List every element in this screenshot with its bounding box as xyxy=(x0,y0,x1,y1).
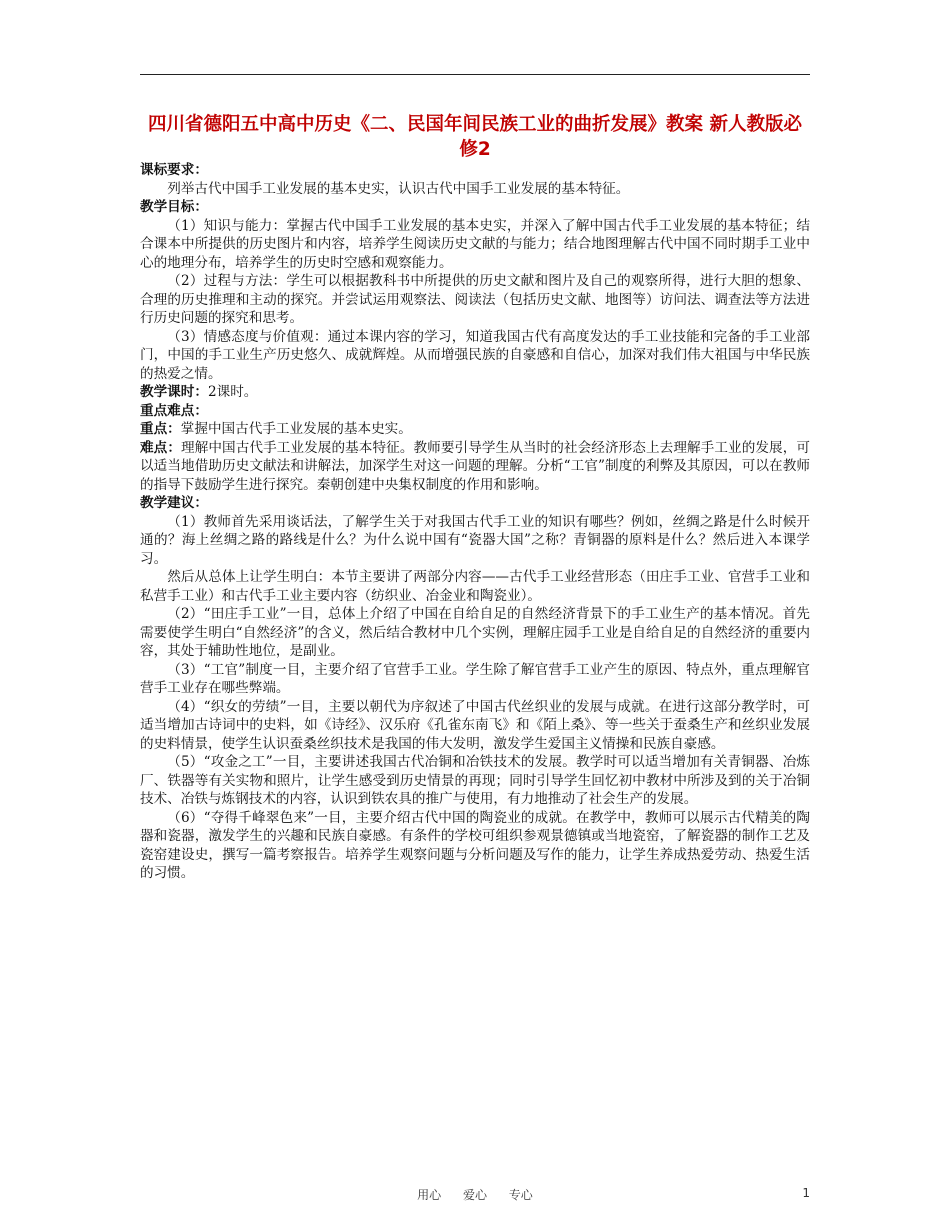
suggest-3: （3）“工官”制度一目，主要介绍了官营手工业。学生除了解官营手工业产生的原因、特点外，重点理解官营手工业存在哪些弊端。 xyxy=(140,661,810,696)
keypoints-heading xyxy=(140,402,810,421)
difficult-text: 理解中国古代手工业发展的基本特征。教师要引导学生从当时的社会经济形态上去理解手工业的发展，可以适当地借助历史文献法和讲解法，加深学生对这一问题的理解。分析“工官”制度的利弊及其原因，可以在教师的指导下鼓励学生进行探究。秦朝创建中央集权制度的作用和影响。 xyxy=(140,439,811,493)
suggest-label: 教学建议： xyxy=(140,495,208,511)
curriculum-label: 课标要求： xyxy=(140,162,208,178)
suggest-2: （2）“田庄手工业”一目，总体上介绍了中国在自给自足的自然经济背景下的手工业生产的基本情况。首先需要使学生明白“自然经济”的含义，然后结合教材中几个实例，理解庄园手工业是自给自足的自然经济的重要内容，其处于辅助性地位，是副业。 xyxy=(140,606,810,659)
curriculum-heading xyxy=(140,161,810,180)
document-title: 四川省德阳五中高中历史《二、民国年间民族工业的曲折发展》教案 新人教版必修2 xyxy=(148,114,802,160)
difficult-line xyxy=(140,439,810,495)
goal-2: （2）过程与方法：学生可以根据教科书中所提供的历史文献和图片及自己的观察所得，进行大胆的想象、合理的历史推理和主动的探究。并尝试运用观察法、阅读法（包括历史文献、地图等）访问法、调查法等方法进行历史问题的探究和思考。 xyxy=(140,273,810,326)
suggest-1: （1）教师首先采用谈话法，了解学生关于对我国古代手工业的知识有哪些？例如，丝绸之路是什么时候开通的？海上丝绸之路的路线是什么？为什么说中国有“瓷器大国”之称？青铜器的原料是什么？然后进入本课学习。 xyxy=(140,513,810,567)
keypoints-label: 重点难点： xyxy=(140,402,208,419)
key-text: 掌握中国古代手工业发展的基本史实。 xyxy=(180,421,412,437)
goal-3: （3）情感态度与价值观：通过本课内容的学习，知道我国古代有高度发达的手工业技能和完备的手工业部门，中国的手工业生产历史悠久、成就辉煌。从而增强民族的自豪感和自信心，加深对我们伟大祖国与中华民族的热爱之情。 xyxy=(140,328,810,382)
goals-heading xyxy=(140,198,810,217)
document-body xyxy=(140,161,810,883)
suggest-4: （4）“织女的劳绩”一目，主要以朝代为序叙述了中国古代丝织业的发展与成就。在进行这部分教学时，可适当增加古诗词中的史料，如《诗经》、汉乐府《孔雀东南飞》和《陌上桑》、等一些关于蚕桑生产和丝织业发展的史料情景，使学生认识蚕桑丝织技术是我国的伟大发明，激发学生爱国主义情操和民族自豪感。 xyxy=(140,698,810,752)
suggest-5: （5）“攻金之工”一目，主要讲述我国古代冶铜和冶铁技术的发展。教学时可以适当增加有关青铜器、冶炼厂、铁器等有关实物和照片，让学生感受到历史情景的再现；同时引导学生回忆初中教材中所涉及到的关于冶铜技术、冶铁与炼钢技术的内容，认识到铁农具的推广与使用，有力地推动了社会生产的发展。 xyxy=(140,754,810,807)
difficult-label: 难点： xyxy=(140,439,182,456)
page-number: 1 xyxy=(802,1186,810,1200)
header-rule xyxy=(140,74,810,75)
suggest-heading xyxy=(140,494,810,513)
suggest-1b: 然后从总体上让学生明白：本节主要讲了两部分内容——古代手工业经营形态（田庄手工业、官营手工业和私营手工业）和古代手工业主要内容（纺织业、冶金业和陶瓷业）。 xyxy=(140,569,810,604)
key-line xyxy=(140,420,810,439)
suggest-6: （6）“夺得千峰翠色来”一目，主要介绍古代中国的陶瓷业的成就。在教学中，教师可以展示古代精美的陶器和瓷器，激发学生的兴趣和民族自豪感。有条件的学校可组织参观景德镇或当地瓷窑，了解瓷器的制作工艺及瓷窑建设史，撰写一篇考察报告。培养学生观察问题与分析问题及写作的能力，让学生养成热爱劳动、热爱生活的习惯。 xyxy=(140,809,810,881)
goal-1: （1）知识与能力：掌握古代中国手工业发展的基本史实，并深入了解中国古代手工业发展的基本特征；结合课本中所提供的历史图片和内容，培养学生阅读历史文献的与能力；结合地图理解古代中国不同时期手工业中心的地理分布，培养学生的历史时空感和观察能力。 xyxy=(140,217,810,271)
hours-label: 教学课时： xyxy=(140,384,208,400)
goals-label: 教学目标： xyxy=(140,199,208,215)
curriculum-text: 列举古代中国手工业发展的基本史实，认识古代中国手工业发展的基本特征。 xyxy=(167,180,630,197)
hours-line xyxy=(140,383,810,402)
hours-text: 2课时。 xyxy=(207,384,258,400)
footer-motto: 用心 爱心 专心 xyxy=(417,1188,533,1202)
key-label: 重点： xyxy=(140,421,181,437)
